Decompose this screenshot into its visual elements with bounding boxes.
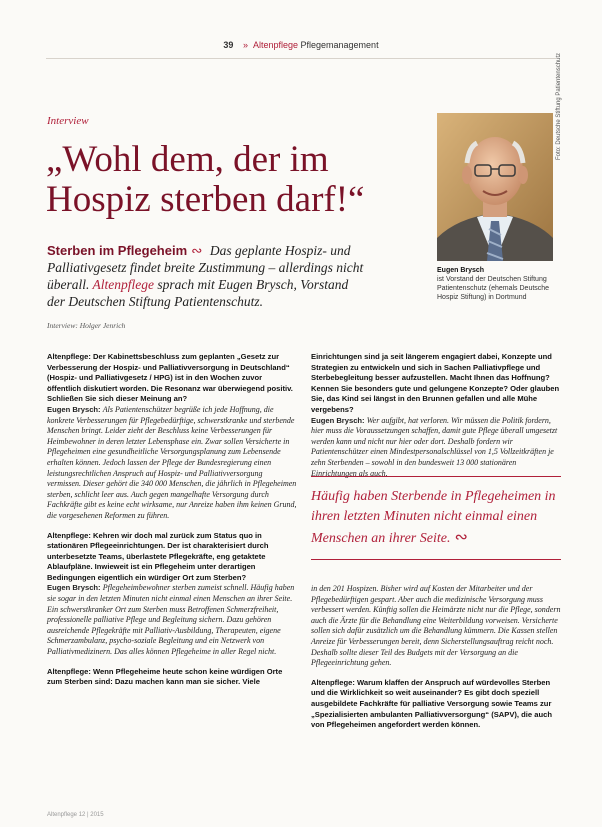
section-name: Pflegemanagement: [298, 40, 379, 50]
right-column-bottom: [311, 584, 561, 740]
portrait-illustration: [437, 113, 553, 261]
page-footer: Altenpflege 12 | 2015: [47, 812, 104, 818]
lead-text-2: sprach mit Eugen Brysch, Vorstand der Deutschen Stiftung Patientenschutz.: [47, 277, 349, 309]
right-column-top: [311, 352, 561, 488]
article-title: „Wohl dem, der im Hospiz sterben darf!“: [46, 139, 365, 220]
photo-credit: Foto: Deutsche Stiftung Patientenschutz: [556, 52, 562, 160]
question-1: Altenpflege: Der Kabinettsbeschluss zum geplanten „Gesetz zur Verbesserung der Hospiz- und Palliativversorgung in Deutschland“ (Hospiz- und Palliativgesetz / HPG) ist in den Wochen zuvor öffentlich diskutiert worden. Die Resonanz war überwiegend positiv. Schließen Sie sich dieser Meinung an?: [47, 352, 293, 404]
question-4: Altenpflege: Warum klaffen der Anspruch auf würdevolles Sterben und die Wirklichkeit so weit auseinander? Es gibt doch speziell ausgebildete Fachkräfte für palliative Versorgung sowie Teams zur „Spezialisierten ambulanten Palliativversorgung“ (SAPV), die auch von Pflegeheimen angefordert werden können.: [311, 677, 552, 730]
question-3: Altenpflege: Wenn Pflegeheime heute schon keine würdigen Orte zum Sterben sind: Dazu machen kann man sie sicher. Viele: [47, 666, 283, 687]
answer-2-speaker: Eugen Brysch:: [47, 583, 101, 593]
caption-text: ist Vorstand der Deutschen Stiftung Patientenschutz (ehemals Deutsche Hospiz Stiftung) in Dortmund: [437, 276, 550, 301]
caption-name: Eugen Brysch: [437, 267, 485, 274]
byline: Interview: Holger Jenrich: [47, 321, 126, 330]
page-number: 39: [223, 40, 234, 50]
question-3-continued: Einrichtungen sind ja seit längerem engagiert dabei, Konzepte und Strategien zu entwickeln und sich in Sachen Palliativpflege und Sterbebegleitung besser aufzustellen. Macht Ihnen das Hoffnung? Kennen Sie besonders gute und gelungene Konzepte? Oder glauben Sie, das Kind sei längst in den Brunnen gefallen und alle Mühe vergebens?: [311, 352, 560, 414]
question-2: Altenpflege: Kehren wir doch mal zurück zum Status quo in stationären Pflegeeinrichtungen. Der ist charakterisiert durch unterbesetzte Teams, überlastete Pflegekräfte, eng getaktete Ablaufpläne. Inwieweit ist ein Pflegeheim unter derartigen Bedingungen eigentlich ein würdiger Ort zum Sterben?: [47, 530, 269, 582]
lead-heading: Sterben im Pflegeheim: [47, 243, 188, 258]
lead-brand: Altenpflege: [92, 277, 154, 292]
answer-1-speaker: Eugen Brysch:: [47, 404, 101, 414]
answer-2: Pflegeheimbewohner sterben zumeist schnell. Häufig haben sie sogar in den letzten Minuten nicht einmal einen Menschen an ihrer Seite. Ein schwerstkranker Ort zum Sterben muss Betroffenen Schmerzfreiheit, professionelle palliative Pflege und Begleitung sichern. Dazu gehören ausreichende Pflegekräfte mit Palliativ-Ausbildung, Therapeuten, eigene Schmerzambulanz, psycho-soziale Begleitung und ein Netzwerk von Palliativmedizinern. Das alles können Pflegeheime in aller Regel nicht.: [47, 583, 295, 657]
article-kicker: Interview: [47, 115, 89, 127]
swirl-ornament-icon: ∾: [454, 529, 468, 546]
answer-3-continued: in den 201 Hospizen. Bisher wird auf Kosten der Mitarbeiter und der Pflegebedürftigen gespart. Aber auch die medizinische Versorgung muss verbessert werden. Künftig sollen die Heimärzte nicht nur die Pflege, sondern auch die Ärzte für die Behandlung eine Weiterbildung vorweisen. Versicherte sollen sich dafür zusätzlich um die Behandlung kümmern. Die Kassen stellen Anreize für Verbesserungen bereit, denn Sicherstellungsauftrag reicht noch. Deshalb sollte dieser Teil des Budgets mit der Versorgung an die Pflegeeinrichtung gehen.: [311, 584, 561, 668]
left-column: [47, 352, 297, 697]
pull-quote: [311, 476, 561, 560]
running-head: [0, 40, 602, 50]
portrait-caption: [437, 266, 562, 302]
lead-text-1: Das geplante Hospiz- und Palliativgesetz findet breite Zustimmung – allerdings nicht überall.: [47, 243, 364, 292]
header-rule: [46, 58, 556, 59]
portrait-photo: [437, 113, 553, 261]
answer-3-speaker: Eugen Brysch:: [311, 415, 365, 425]
magazine-brand: Altenpflege: [252, 40, 299, 50]
pull-quote-text: Häufig haben Sterbende in Pflegeheimen in ihren letzten Minuten nicht einmal einen Menschen an ihrer Seite.: [311, 489, 556, 546]
answer-3: Wer aufgibt, hat verloren. Wir müssen die Politik fordern, hier muss die Voraussetzungen schaffen, damit gute Pflege überall umgesetzt werden kann und nicht nur hier oder dort. Deshalb fordern wir Patientenschützer einen Mindestpersonalschlüssel von 1,5 Vollzeitkräften je zehn Sterbenden – sowohl in den bundesweit 13 000 stationären Einrichtungen als auch.: [311, 415, 558, 478]
swirl-ornament-icon: ∾: [191, 243, 203, 258]
answer-1: Als Patientenschützer begrüße ich jede Hoffnung, die konkrete Verbesserungen für Pflegebedürftige, schwerstkranke und sterbende Menschen bringt. Leider zieht der Beschluss keine Verbesserungen für Heimbewohner in deren letzter Lebensphase ein. Zwar sollen Versicherte in Pflegeheimen eine gesundheitliche Versorgungsplanung zum Lebensende erhalten können. Jedoch lassen der Pflege der Bundesregierung einen leistungsrechtlichen Anspruch auf Hospiz- und Palliativversorgung vermissen. Dieser gehört die 340 000 Menschen, die jährlich in Pflegeheimen sterben, schlicht leer aus. Auch gegen mangelhafte Versorgung durch Fachkräfte gibt es keine echt wirksame, nur Anreize haben ihm keinen Grund, die vorgesehenen Reformen zu führen.: [47, 404, 297, 520]
article-lead: [47, 242, 367, 310]
separator: »: [242, 40, 248, 50]
